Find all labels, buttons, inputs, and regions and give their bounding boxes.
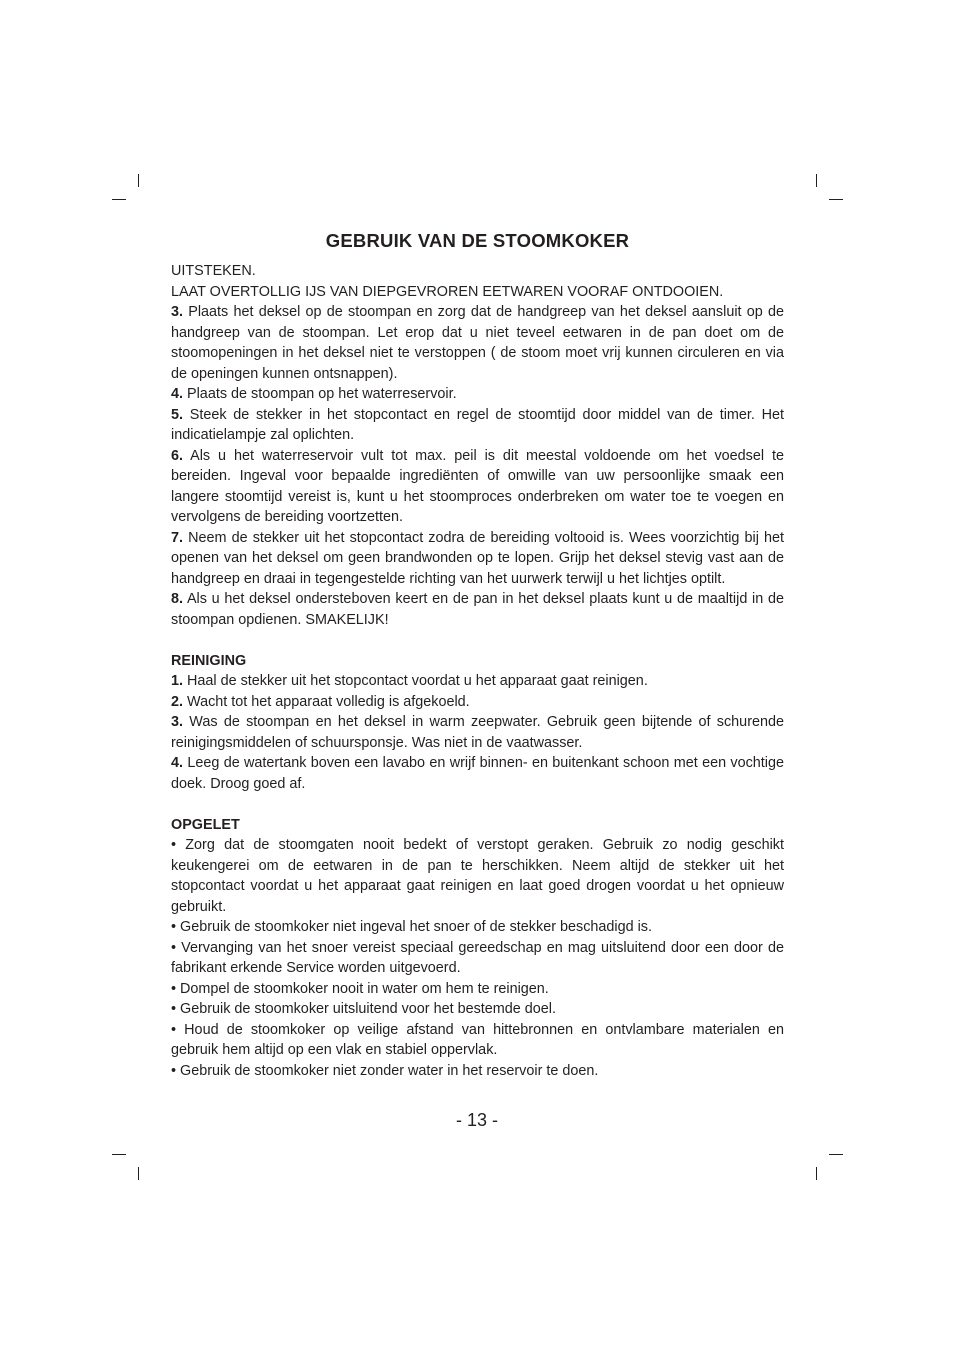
step-text: Neem de stekker uit het stopcontact zodra de bereiding voltooid is. Wees voorzichtig bij het openen van het deksel om geen brandwonden op te lopen. Grijp het deksel stevig vast aan de handgreep en draai in tegengestelde richting van het uurwerk terwijl u het lichtjes optilt.	[171, 529, 785, 587]
step-number: 1.	[171, 673, 184, 689]
crop-mark-top-left-horizontal	[112, 199, 126, 200]
step-text: Als u het waterreservoir vult tot max. peil is dit meestal voldoende om het voedsel te bereiden. Ingeval voor bepaalde ingrediënten of omwille van uw persoonlijke smaak een langere stoomtijd vereist is, kunt u het stoomproces onderbreken om water toe te voegen en vervolgens de bereiding voortzetten.	[171, 447, 784, 525]
section-heading-caution: OPGELET	[171, 816, 240, 833]
step-number: 3.	[171, 304, 184, 320]
crop-mark-bottom-right-vertical	[816, 1167, 817, 1180]
crop-mark-top-right-horizontal	[829, 199, 843, 200]
step-text: Haal de stekker uit het stopcontact voordat u het apparaat gaat reinigen.	[187, 673, 648, 689]
page-content	[171, 228, 784, 1081]
caution-bullet: • Dompel de stoomkoker nooit in water om hem te reinigen.	[171, 980, 549, 997]
step-number: 4.	[171, 386, 184, 402]
cleaning-step	[171, 712, 784, 753]
crop-mark-bottom-left-vertical	[138, 1167, 139, 1180]
step-number: 6.	[171, 447, 184, 464]
step-number: 4.	[171, 755, 184, 771]
caution-bullet: • Houd de stoomkoker op veilige afstand van hittebronnen en ontvlambare materialen en gebruik hem altijd op een vlak en stabiel oppervlak.	[171, 1021, 784, 1058]
page-number: - 13 -	[455, 1110, 498, 1130]
caution-bullet: • Vervanging van het snoer vereist speciaal gereedschap en mag uitsluitend door een door de fabrikant erkende Service worden uitgevoerd.	[171, 939, 784, 976]
cleaning-step	[171, 753, 784, 794]
step-text: Leeg de watertank boven een lavabo en wrijf binnen- en buitenkant schoon met een vochtige doek. Droog goed af.	[171, 755, 785, 792]
step-text: Was de stoompan en het deksel in warm zeepwater. Gebruik geen bijtende of schurende reinigingsmiddelen of schuursponsje. Was niet in de vaatwasser.	[171, 714, 784, 751]
page-title: GEBRUIK VAN DE STOOMKOKER	[325, 230, 630, 251]
step-text: Als u het deksel ondersteboven keert en de pan in het deksel plaats kunt u de maaltijd in de stoompan opdienen. SMAKELIJK!	[171, 591, 784, 628]
step-item	[171, 528, 784, 590]
step-number: 3.	[171, 714, 184, 730]
crop-mark-bottom-left-horizontal	[112, 1154, 126, 1155]
cleaning-step	[171, 671, 784, 692]
step-item	[171, 302, 784, 384]
step-number: 5.	[171, 406, 184, 423]
step-item	[171, 589, 784, 630]
cleaning-step	[171, 692, 784, 713]
step-item	[171, 384, 784, 405]
step-text: Wacht tot het apparaat volledig is afgekoeld.	[187, 693, 470, 710]
caution-bullet: • Zorg dat de stoomgaten nooit bedekt of verstopt geraken. Gebruik zo nodig geschikt keukengerei om de eetwaren in de pan te herschikken. Neem altijd de stekker uit het stopcontact voordat u het apparaat gaat reinigen en laat goed drogen voordat u het opnieuw gebruikt.	[171, 837, 784, 915]
step-text: Plaats de stoompan op het waterreservoir.	[187, 386, 457, 402]
step-number: 8.	[171, 591, 184, 607]
caution-bullet: • Gebruik de stoomkoker niet zonder water in het reservoir te doen.	[171, 1062, 599, 1079]
caution-bullet: • Gebruik de stoomkoker niet ingeval het snoer of de stekker beschadigd is.	[171, 919, 652, 935]
step-item	[171, 405, 784, 446]
crop-mark-top-right-vertical	[816, 174, 817, 187]
caution-bullet: • Gebruik de stoomkoker uitsluitend voor het bestemde doel.	[171, 1001, 556, 1017]
step-text: Steek de stekker in het stopcontact en regel de stoomtijd door middel van de timer. Het indicatielampje zal oplichten.	[171, 406, 784, 443]
step-number: 7.	[171, 529, 184, 546]
crop-mark-top-left-vertical	[138, 174, 139, 187]
step-number: 2.	[171, 693, 184, 710]
step-text: Plaats het deksel op de stoompan en zorg dat de handgreep van het deksel aansluit op de handgreep van de stoompan. Let erop dat u niet teveel eetwaren in de pan doet om de stoomopeningen in het deksel niet te verstoppen ( de stoom moet vrij kunnen circuleren en via de openingen kunnen ontsnappen).	[171, 304, 784, 382]
intro-line: LAAT OVERTOLLIG IJS VAN DIEPGEVROREN EETWAREN VOORAF ONTDOOIEN.	[171, 283, 724, 300]
intro-line: UITSTEKEN.	[171, 263, 256, 279]
crop-mark-bottom-right-horizontal	[829, 1154, 843, 1155]
step-item	[171, 446, 784, 528]
section-heading-cleaning: REINIGING	[171, 652, 247, 669]
